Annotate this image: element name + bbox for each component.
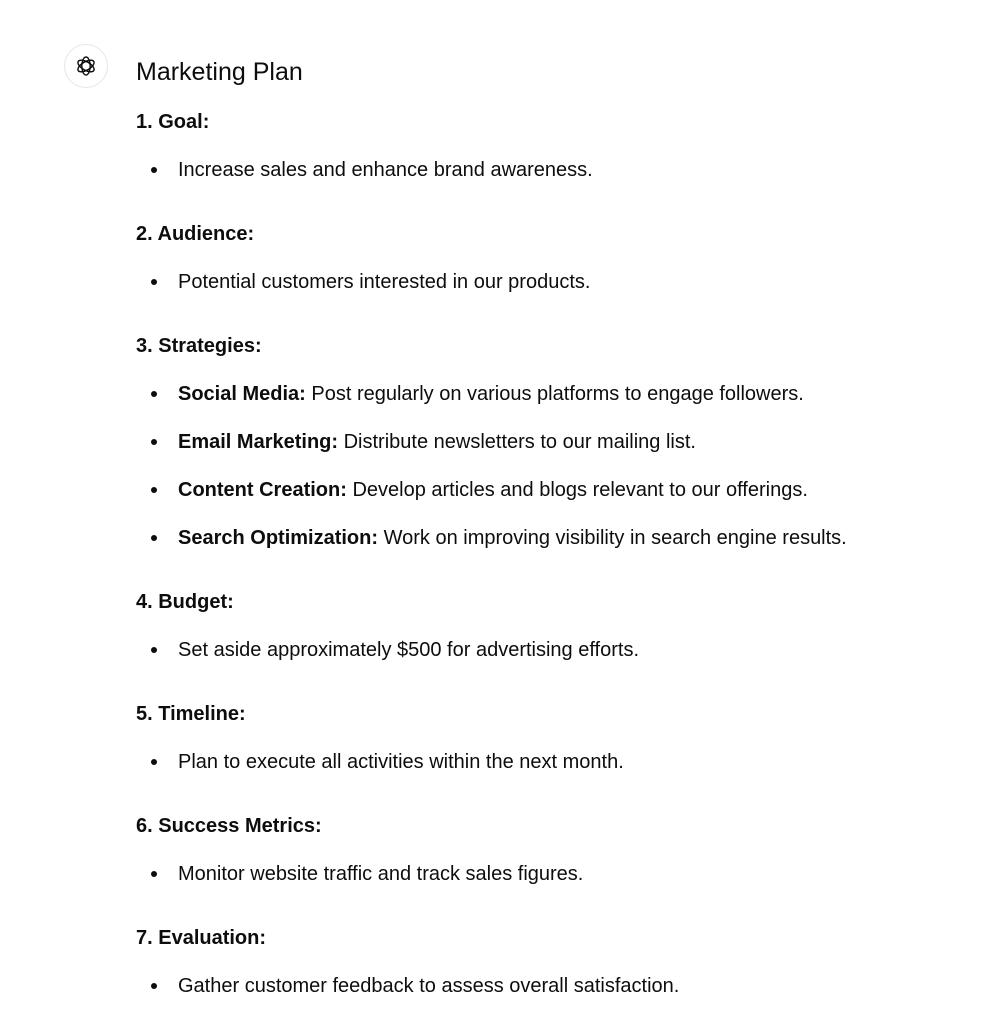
bullet-item (136, 378, 976, 410)
bullet-dot-icon (151, 647, 157, 653)
bullet-text: Develop articles and blogs relevant to our offerings. (346, 479, 808, 501)
bullet-item (136, 970, 976, 1002)
bullet-item (136, 858, 976, 890)
bullet-text: Potential customers interested in our products. (178, 271, 591, 293)
bullet-list (136, 746, 976, 778)
bullet-list (136, 266, 976, 298)
bullet-term: Search Optimization: (178, 527, 379, 549)
bullet-text: Set aside approximately $500 for advertising efforts. (178, 639, 639, 661)
assistant-message (136, 52, 976, 1002)
bullet-list (136, 634, 976, 666)
plan-section (136, 922, 976, 1002)
plan-section (136, 586, 976, 666)
bullet-dot-icon (151, 759, 157, 765)
bullet-list (136, 970, 976, 1002)
openai-logo-icon (74, 54, 98, 78)
bullet-text: Distribute newsletters to our mailing list. (338, 431, 696, 453)
bullet-text: Post regularly on various platforms to engage followers. (305, 383, 804, 405)
plan-section (136, 106, 976, 186)
section-heading: 7. Evaluation: (136, 927, 267, 949)
bullet-list (136, 154, 976, 186)
section-heading: 1. Goal: (136, 111, 210, 133)
bullet-text: Plan to execute all activities within the next month. (178, 751, 624, 773)
bullet-item (136, 474, 976, 506)
bullet-dot-icon (151, 983, 157, 989)
bullet-dot-icon (151, 279, 157, 285)
section-heading: 3. Strategies: (136, 335, 262, 357)
assistant-avatar (64, 44, 108, 88)
bullet-term: Social Media: (178, 383, 306, 405)
section-heading: 6. Success Metrics: (136, 815, 322, 837)
plan-section (136, 810, 976, 890)
plan-section (136, 218, 976, 298)
bullet-list (136, 378, 976, 554)
section-heading: 4. Budget: (136, 591, 234, 613)
bullet-dot-icon (151, 871, 157, 877)
bullet-item (136, 634, 976, 666)
plan-sections (136, 106, 976, 1002)
bullet-dot-icon (151, 487, 157, 493)
bullet-item (136, 522, 976, 554)
bullet-text: Increase sales and enhance brand awareness. (178, 159, 593, 181)
bullet-dot-icon (151, 167, 157, 173)
bullet-text: Work on improving visibility in search engine results. (378, 527, 847, 549)
bullet-list (136, 858, 976, 890)
section-heading: 5. Timeline: (136, 703, 246, 725)
bullet-text: Gather customer feedback to assess overall satisfaction. (178, 975, 680, 997)
bullet-text: Monitor website traffic and track sales figures. (178, 863, 584, 885)
plan-section (136, 698, 976, 778)
bullet-item (136, 266, 976, 298)
section-heading: 2. Audience: (136, 223, 255, 245)
bullet-dot-icon (151, 439, 157, 445)
bullet-item (136, 426, 976, 458)
bullet-item (136, 746, 976, 778)
bullet-dot-icon (151, 391, 157, 397)
bullet-term: Email Marketing: (178, 431, 339, 453)
bullet-item (136, 154, 976, 186)
bullet-term: Content Creation: (178, 479, 347, 501)
plan-section (136, 330, 976, 554)
bullet-dot-icon (151, 535, 157, 541)
message-title: Marketing Plan (136, 58, 303, 86)
